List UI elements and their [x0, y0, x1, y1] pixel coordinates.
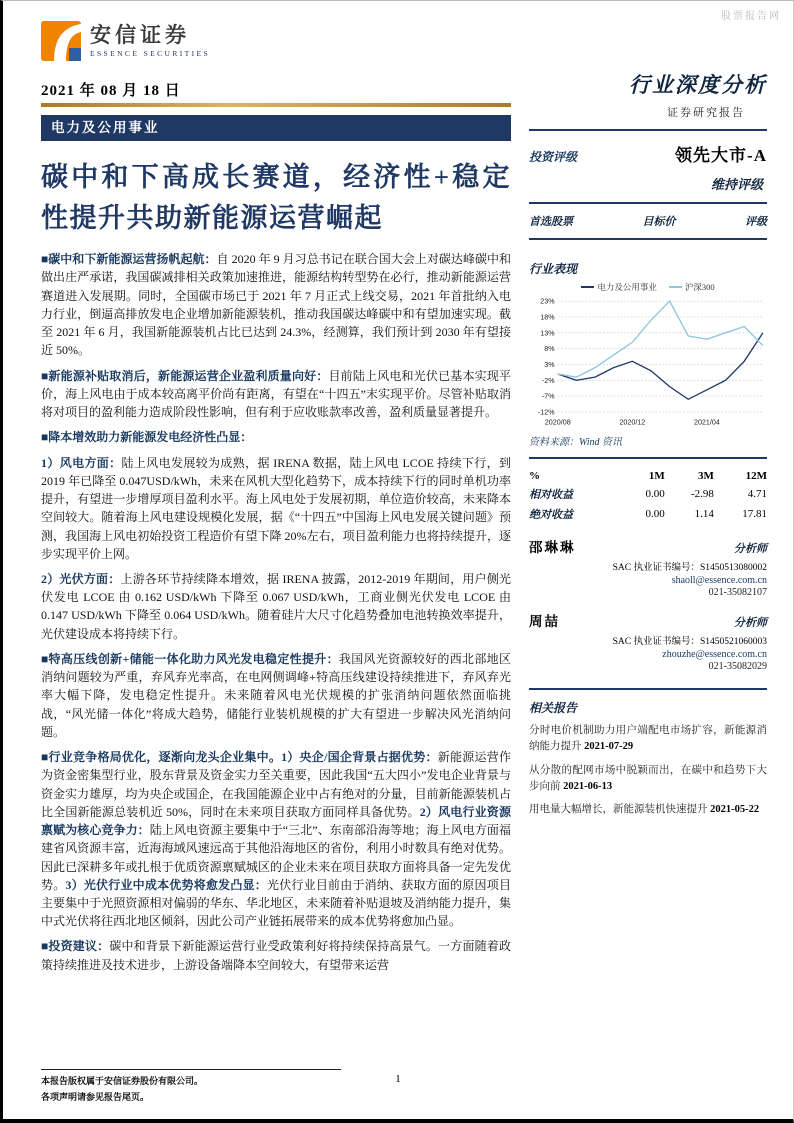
related-report-item	[529, 802, 767, 818]
rating-status: 维持评级	[710, 177, 763, 192]
body-paragraph	[41, 250, 511, 359]
brand-name-cn: 安信证券	[90, 22, 190, 47]
related-report-date: 2021-06-13	[563, 780, 613, 792]
related-report-date: 2021-05-22	[710, 804, 760, 816]
returns-value-cell: 17.81	[742, 508, 767, 521]
body-paragraph	[41, 367, 511, 422]
body-paragraph	[41, 937, 511, 973]
svg-text:-2%: -2%	[541, 376, 555, 385]
paragraph-text: 上游各环节持续降本增效，据 IRENA 披露，2012-2019 年期间，用户侧光伏发电 LCOE 由 0.162 USD/kWh 下降至 0.067 USD/kWh，工商业侧光伏发电 LCOE 由 0.147 USD/kWh 下降至 0.064 USD/kWh。随着硅片大尺寸化趋势叠加电池转换效率提升，光伏建设成本将持续下行。	[41, 571, 511, 641]
analyst-cert: SAC 执业证书编号：S1450513080002	[612, 563, 767, 574]
gold-divider	[41, 103, 511, 107]
paragraph-text: 目前陆上风电和光伏已基本实现平价，海上风电由于成本较高离平价尚有距离，有望在“十四五”末实现平价。尽管补贴取消将对项目的盈利能力造成阶段性影响，但有利于应收账款率改善，盈利质量显著提升。	[41, 368, 511, 420]
svg-text:2021/04: 2021/04	[693, 418, 720, 427]
rating-row	[529, 141, 767, 166]
analyst-name-row	[529, 536, 767, 556]
returns-value-cell: 1.14	[694, 508, 714, 521]
related-report-title: 用电量大幅增长，新能源装机快速提升	[529, 804, 711, 816]
svg-text:2020/12: 2020/12	[619, 418, 646, 427]
rating-label: 投资评级	[529, 150, 578, 164]
paragraph-lead: ■行业竞争格局优化，逐渐向龙头企业集中。1）央企/国企背景占据优势：	[41, 750, 438, 765]
chart-source: 资料来源：Wind 资讯	[529, 437, 623, 449]
related-report-title: 分时电价机制助力用户端配电市场扩容，新能源消纳能力提升	[529, 725, 767, 753]
svg-text:18%: 18%	[540, 313, 555, 322]
legend-swatch	[669, 286, 682, 288]
paragraph-lead: 2）风电行业资源禀赋为核心竞争力：	[41, 804, 511, 838]
report-body	[41, 250, 511, 974]
divider	[529, 238, 767, 240]
analysts-section	[529, 536, 767, 672]
analyst-cert: SAC 执业证书编号：S1450521060003	[612, 637, 767, 648]
stock-col-label: 首选股票	[529, 216, 573, 228]
header	[3, 1, 793, 61]
legend-swatch	[581, 286, 594, 288]
paragraph-text: 光伏行业目前由于消纳、获取方面的原因项目主要集中于光照资源相对偏弱的华东、华北地区，未来随着补贴退坡及消纳能力提升，集中式光伏将往西北地区倾斜，因此公司产业链拓展带来的成本优势将愈加凸显。	[41, 877, 511, 929]
svg-text:13%: 13%	[540, 329, 555, 338]
footer-disclaimer: 各项声明请参见报告尾页。	[41, 1091, 150, 1102]
body-paragraph	[41, 650, 511, 741]
returns-value-cell: 0.00	[645, 508, 665, 521]
returns-row-label: 绝对收益	[529, 509, 573, 522]
report-date: 2021 年 08 月 18 日	[41, 83, 181, 99]
analyst-name: 邵琳琳	[529, 540, 576, 556]
analyst-name: 周喆	[529, 614, 560, 630]
main-content	[41, 67, 511, 981]
sector-bar: 电力及公用事业	[41, 115, 511, 141]
brand-logo-icon	[41, 21, 81, 61]
main-columns	[3, 61, 793, 981]
analyst-role: 分析师	[734, 617, 767, 630]
divider	[529, 129, 767, 131]
analyst-block	[529, 610, 767, 672]
brand-text	[90, 24, 210, 58]
footer-copyright: 本报告版权属于安信证券股份有限公司。	[41, 1076, 204, 1087]
returns-header-cell: 12M	[745, 470, 767, 483]
returns-row-label: 相对收益	[529, 489, 573, 502]
divider	[529, 202, 767, 204]
report-type-label: 行业深度分析	[629, 73, 767, 97]
paragraph-lead: 2）光伏方面：	[41, 571, 121, 586]
paragraph-lead: ■新能源补贴取消后，新能源运营企业盈利质量向好：	[41, 368, 329, 383]
performance-heading: 行业表现	[529, 262, 578, 276]
svg-text:-7%: -7%	[541, 392, 555, 401]
chart-legend	[529, 281, 767, 293]
returns-row	[529, 504, 767, 524]
analyst-email: zhouzhe@essence.com.cn	[662, 649, 767, 661]
paragraph-text: 新能源运营作为资金密集型行业，股东背景及资金实力至关重要，因此我国“五大四小”发电企业背景与资金实力雄厚，均为央企或国企，在我国能源企业中占有绝对的分量，目前新能源装机占比全国新能源总装机近 50%，同时在未来项目获取方面同样具备优势。	[41, 750, 511, 819]
legend-label: 沪深300	[684, 282, 715, 292]
report-series-label: 证券研究报告	[667, 107, 745, 119]
analyst-phone: 021-35082107	[708, 587, 767, 599]
svg-text:8%: 8%	[544, 345, 555, 354]
analyst-block	[529, 536, 767, 598]
report-title: 碳中和下高成长赛道，经济性+稳定性提升共助新能源运营崛起	[41, 161, 511, 234]
returns-header-cell: %	[529, 470, 540, 483]
brand-name-en: ESSENCE SECURITIES	[90, 49, 211, 59]
paragraph-lead: ■碳中和下新能源运营扬帆起航：	[41, 252, 217, 267]
paragraph-lead: ■投资建议：	[41, 939, 110, 954]
body-paragraph	[41, 454, 511, 563]
legend-item	[669, 281, 715, 293]
returns-row	[529, 484, 767, 504]
analyst-role: 分析师	[734, 543, 767, 556]
sidebar	[529, 67, 767, 981]
related-report-item	[529, 723, 767, 755]
returns-value-cell: 4.71	[747, 488, 767, 501]
paragraph-lead: 1）风电方面：	[41, 455, 122, 470]
paragraph-text: 碳中和背景下新能源运营行业受政策利好将持续保持高景气。一方面随着政策持续推进及技术进步，上游设备端降本空间较大，有望带来运营	[41, 939, 511, 972]
body-paragraph	[41, 428, 511, 446]
paragraph-text: 陆上风电发展较为成熟，据 IRENA 数据，陆上风电 LCOE 持续下行，到 2019 年已降至 0.047USD/kWh，未来在风机大型化趋势下，成本持续下行的同时单机功率提升，有望进一步增厚项目盈利水平。海上风电处于发展初期，单位造价较高，未来降本空间较大。随着海上风电建设规模化发展，据《“十四五”中国海上风电发展关键问题》预测，我国海上风电初始投资工程造价有望下降 20%左右，项目盈利能力也将持续提升，逐步实现平价上网。	[41, 455, 511, 561]
target-col-label: 目标价	[642, 216, 676, 228]
page-number: 1	[395, 1073, 401, 1085]
returns-value-cell: -2.98	[690, 488, 714, 501]
performance-chart	[529, 295, 767, 428]
related-report-item	[529, 763, 767, 795]
related-report-date: 2021-07-29	[584, 741, 634, 753]
paragraph-text: 自 2020 年 9 月习总书记在联合国大会上对碳达峰碳中和做出庄严承诺，我国碳减排相关政策加速推进，能源结构转型势在必行，推动新能源运营赛道进入发展期。同时，全国碳市场已于 2021 年 7 月正式上线交易，2021 年首批纳入电力行业，倒逼高排放发电企业增加新能源装机，推动我国碳达峰碳中和有望加速实现。截至 2021 年 6 月，我国新能源装机占比已达到 24.3%，经测算，我们预计到 2030 年有望接近 50%。	[41, 252, 512, 358]
stock-table-header	[529, 213, 767, 229]
analyst-name-row	[529, 610, 767, 630]
returns-header-cell: 3M	[697, 470, 714, 483]
paragraph-lead: ■特高压线创新+储能一体化助力风光发电稳定性提升：	[41, 651, 339, 666]
legend-label: 电力及公用事业	[597, 282, 657, 292]
svg-text:23%: 23%	[540, 297, 555, 306]
analyst-email: shaoll@essence.com.cn	[671, 575, 767, 587]
svg-text:3%: 3%	[544, 360, 555, 369]
rating-col-label: 评级	[745, 216, 767, 228]
paragraph-lead: ■降本增效助力新能源发电经济性凸显：	[41, 430, 253, 445]
svg-text:2020/08: 2020/08	[544, 418, 571, 427]
paragraph-lead: 3）光伏行业中成本优势将愈发凸显：	[65, 877, 267, 892]
analyst-phone: 021-35082029	[708, 661, 767, 673]
related-report-title: 从分散的配网市场中脱颖而出，在碳中和趋势下大步向前	[529, 764, 767, 792]
legend-item	[581, 281, 657, 293]
body-paragraph	[41, 570, 511, 643]
footer-divider	[41, 1069, 341, 1070]
svg-text:-12%: -12%	[537, 408, 555, 417]
rating-value: 领先大市-A	[675, 146, 767, 165]
returns-table	[529, 468, 767, 524]
returns-header-cell: 1M	[648, 470, 665, 483]
divider	[529, 457, 767, 459]
related-heading: 相关报告	[529, 701, 578, 716]
returns-value-cell: 0.00	[645, 488, 665, 501]
paragraph-text: 陆上风电资源主要集中于“三北”、东南部沿海等地；海上风电方面福建省风资源丰富，近海海域风速远高于其他沿海地区的省份，利用小时数具有绝对优势。因此已深耕多年或扎根于优质资源禀赋城区的企业未来在项目获取方面将具备一定先发优势。	[41, 823, 511, 892]
divider	[529, 688, 767, 690]
paragraph-text: 我国风光资源较好的西北部地区消纳问题较为严重，弃风弃光率高，在电网侧调峰+特高压线建设持续推进下，弃风弃光率大幅下降，发电稳定性提升。未来随着风电光伏规模的扩张消纳问题依然面临挑战，“风光储一体化”将成大趋势，储能行业装机规模的扩大有望进一步解决风光消纳问题。	[41, 651, 511, 739]
related-list	[529, 723, 767, 818]
watermark: 股票报告网	[721, 11, 781, 22]
body-paragraph	[41, 748, 511, 930]
